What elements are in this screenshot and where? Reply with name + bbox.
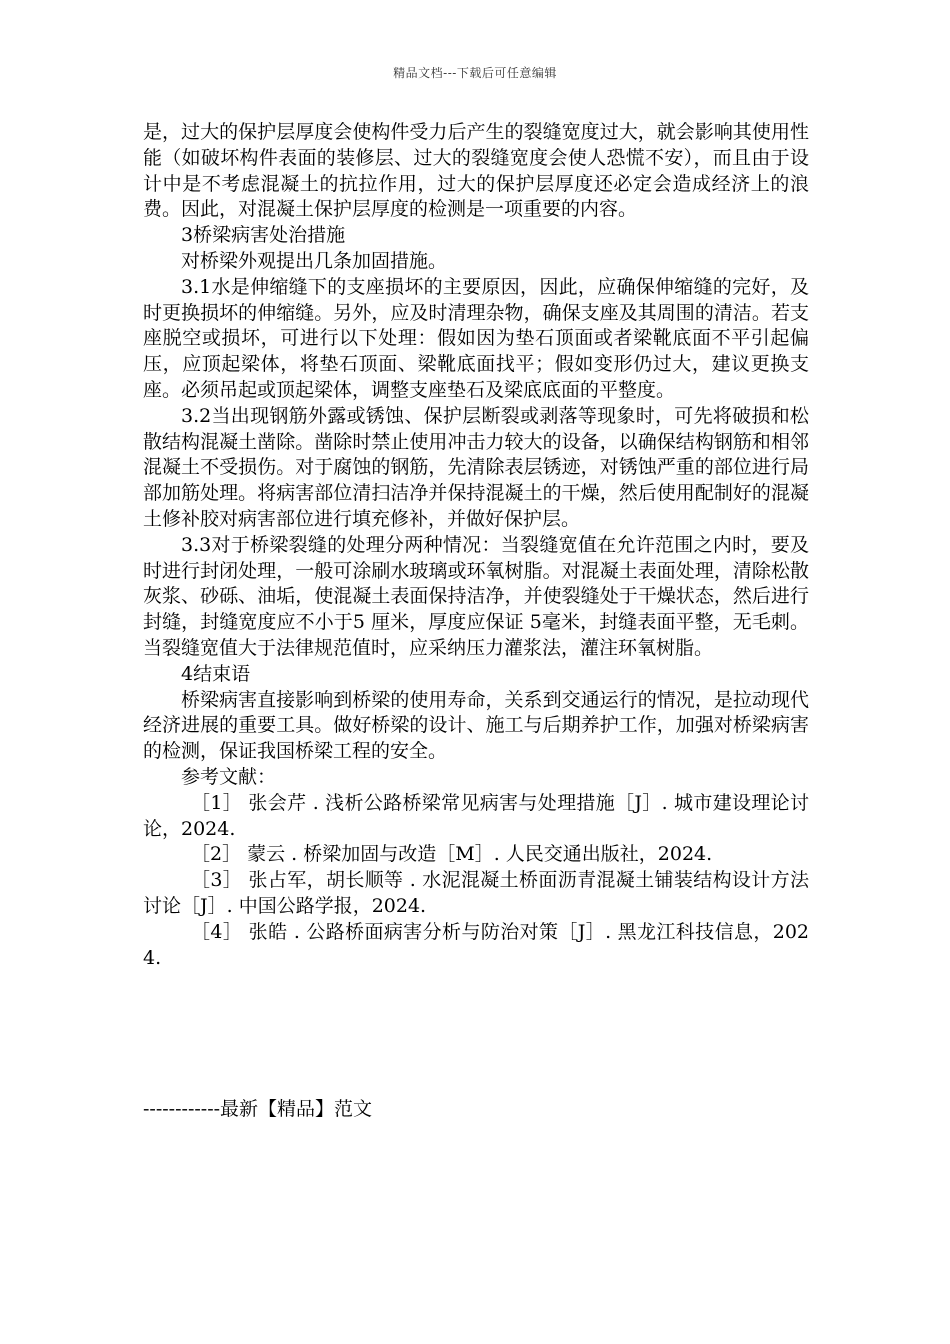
body-paragraph: 对桥梁外观提出几条加固措施。 — [181, 249, 448, 272]
section-heading: 3桥梁病害处治措施 — [181, 224, 346, 247]
reference-item: ［3］ 张占军，胡长顺等 . 水泥混凝土桥面沥青混凝土铺装结构设计方法讨论［J］. 中国公路学报，2024. — [143, 869, 809, 917]
document-body — [143, 120, 809, 971]
body-paragraph: 3.3对于桥梁裂缝的处理分两种情况：当裂缝宽值在允许范围之内时，要及时进行封闭处理，一般可涂刷水玻璃或环氧树脂。对混凝土表面处理，清除松散灰浆、砂砾、油垢，使混凝土表面保持洁净，并使裂缝处于干燥状态，然后进行封缝，封缝宽度应不小于5 厘米，厚度应保证 5毫米，封缝表面平整，无毛刺。当裂缝宽值大于法律规范值时，应采纳压力灌浆法，灌注环氧树脂。 — [143, 533, 809, 659]
reference-item: ［4］ 张皓 . 公路桥面病害分析与防治对策［J］. 黑龙江科技信息，2024. — [143, 920, 809, 969]
body-paragraph: 是，过大的保护层厚度会使构件受力后产生的裂缝宽度过大，就会影响其使用性能（如破坏构件表面的装修层、过大的裂缝宽度会使人恐慌不安），而且由于设计中是不考虑混凝土的抗拉作用，过大的保护层厚度还必定会造成经济上的浪费。因此，对混凝土保护层厚度的检测是一项重要的内容。 — [143, 121, 809, 221]
section-heading: 4结束语 — [181, 662, 251, 685]
reference-item: ［1］ 张会芹 . 浅析公路桥梁常见病害与处理措施［J］. 城市建设理论讨论，2024. — [143, 791, 809, 840]
body-paragraph: 3.1水是伸缩缝下的支座损坏的主要原因，因此，应确保伸缩缝的完好，及时更换损坏的伸缩缝。另外，应及时清理杂物，确保支座及其周围的清洁。若支座脱空或损坏，可进行以下处理：假如因为垫石顶面或者梁靴底面不平引起偏压，应顶起梁体，将垫石顶面、梁靴底面找平；假如变形仍过大，建议更换支座。必须吊起或顶起梁体，调整支座垫石及梁底底面的平整度。 — [143, 275, 809, 401]
page-header: 精品文档---下载后可任意编辑 — [393, 66, 557, 80]
body-paragraph: 桥梁病害直接影响到桥梁的使用寿命，关系到交通运行的情况，是拉动现代经济进展的重要工具。做好桥梁的设计、施工与后期养护工作，加强对桥梁病害的检测，保证我国桥梁工程的安全。 — [143, 688, 809, 763]
page-footer: ------------最新【精品】范文 — [143, 1098, 373, 1120]
reference-item: ［2］ 蒙云 . 桥梁加固与改造［M］. 人民交通出版社，2024. — [191, 843, 713, 866]
body-paragraph: 3.2当出现钢筋外露或锈蚀、保护层断裂或剥落等现象时，可先将破损和松散结构混凝土凿除。凿除时禁止使用冲击力较大的设备，以确保结构钢筋和相邻混凝土不受损伤。对于腐蚀的钢筋，先清除表层锈迹，对锈蚀严重的部位进行局部加筋处理。将病害部位清扫洁净并保持混凝土的干燥，然后使用配制好的混凝土修补胶对病害部位进行填充修补，并做好保护层。 — [143, 404, 809, 530]
references-heading: 参考文献： — [181, 765, 277, 788]
